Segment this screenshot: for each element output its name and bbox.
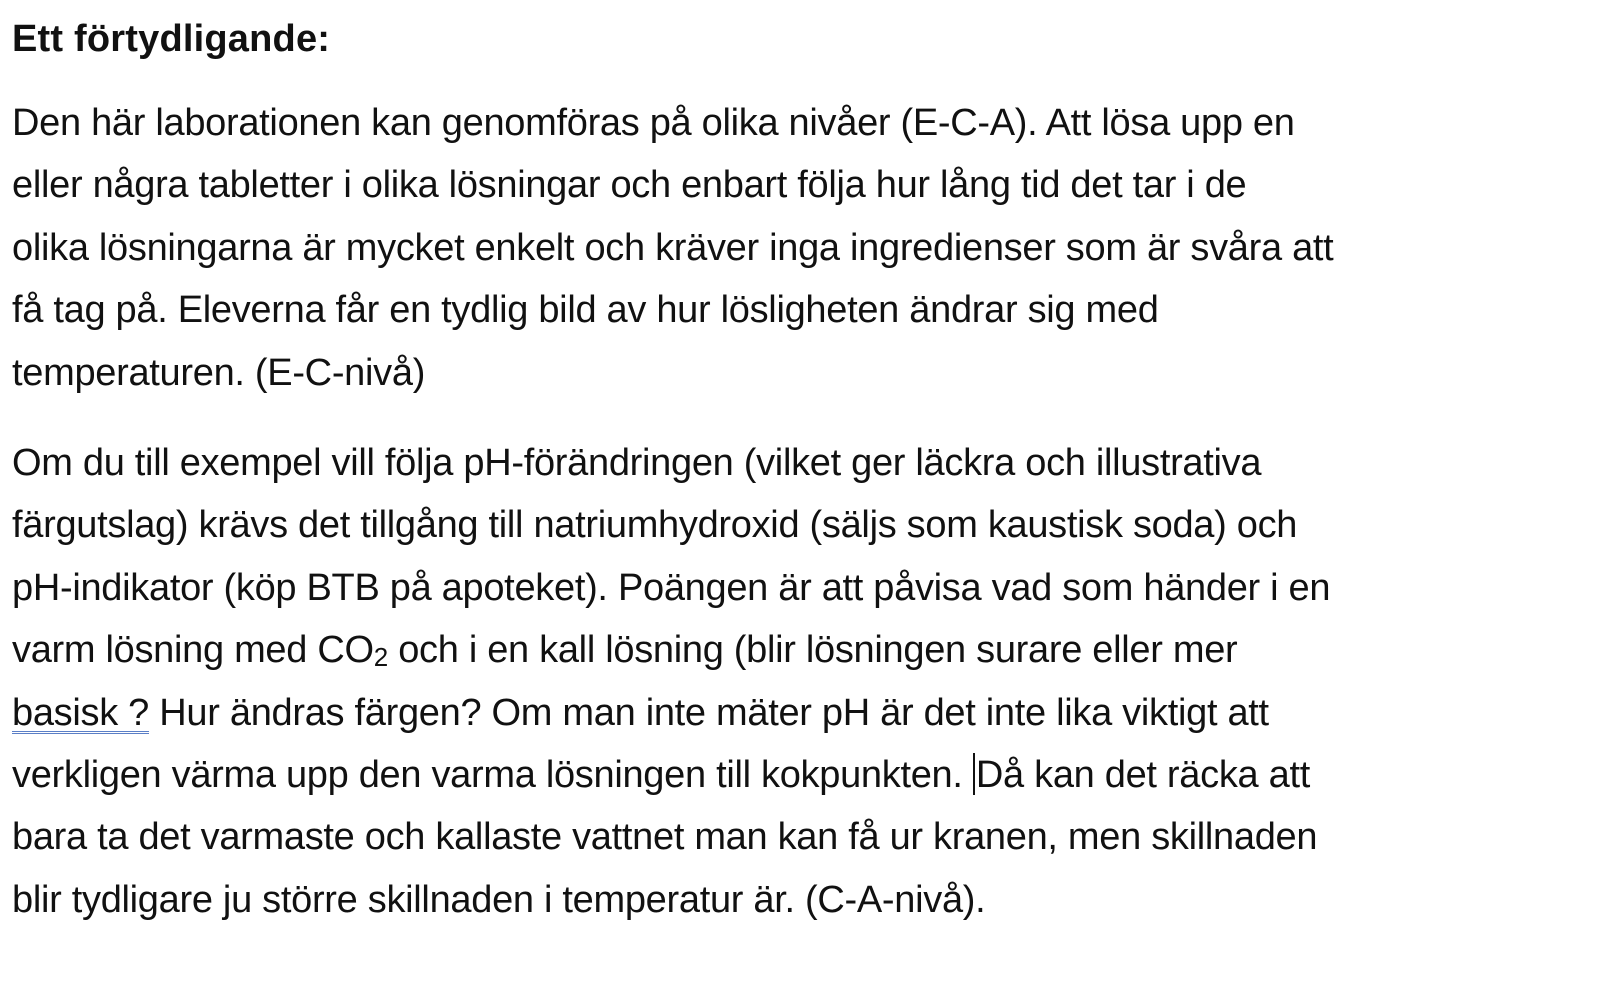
paragraph-levels bbox=[12, 92, 1592, 404]
text-line: temperaturen. (E-C-nivå) bbox=[12, 351, 426, 394]
text-line bbox=[12, 744, 1592, 806]
paragraph-ph-indicator bbox=[12, 432, 1592, 931]
text-line: färgutslag) krävs det tillgång till natriumhydroxid (säljs som kaustisk soda) och bbox=[12, 504, 1298, 547]
text-line: pH-indikator (köp BTB på apoteket). Poängen är att påvisa vad som händer i en bbox=[12, 566, 1331, 609]
document-heading: Ett förtydligande: bbox=[12, 18, 331, 60]
subscript-two: 2 bbox=[373, 642, 388, 673]
grammar-flagged-text[interactable]: basisk ? bbox=[12, 691, 150, 734]
text-line: Den här laborationen kan genomföras på olika nivåer (E-C-A). Att lösa upp en bbox=[12, 102, 1295, 144]
text-line: få tag på. Eleverna får en tydlig bild av hur lösligheten ändrar sig med bbox=[12, 289, 1159, 332]
text-line bbox=[12, 619, 1592, 681]
text-line: bara ta det varmaste och kallaste vattnet man kan få ur kranen, men skillnaden bbox=[12, 816, 1318, 859]
text-line: Om du till exempel vill följa pH-förändringen (vilket ger läckra och illustrativa bbox=[12, 442, 1262, 485]
text-line: blir tydligare ju större skillnaden i temperatur är. (C-A-nivå). bbox=[12, 878, 986, 921]
text-segment: verkligen värma upp den varma lösningen till kokpunkten. bbox=[12, 754, 973, 797]
text-segment: Då kan det räcka att bbox=[975, 754, 1310, 797]
text-segment: och i en kall lösning (blir lösningen surare eller mer bbox=[387, 629, 1238, 672]
text-segment: varm lösning med CO bbox=[12, 629, 374, 672]
text-line bbox=[12, 682, 1592, 744]
document-body[interactable] bbox=[12, 14, 1592, 931]
text-line: eller några tabletter i olika lösningar och enbart följa hur lång tid det tar i de bbox=[12, 164, 1247, 207]
text-line: olika lösningarna är mycket enkelt och kräver inga ingredienser som är svåra att bbox=[12, 226, 1334, 269]
text-segment: Hur ändras färgen? Om man inte mäter pH är det inte lika viktigt att bbox=[149, 691, 1269, 734]
text-cursor bbox=[973, 753, 975, 795]
